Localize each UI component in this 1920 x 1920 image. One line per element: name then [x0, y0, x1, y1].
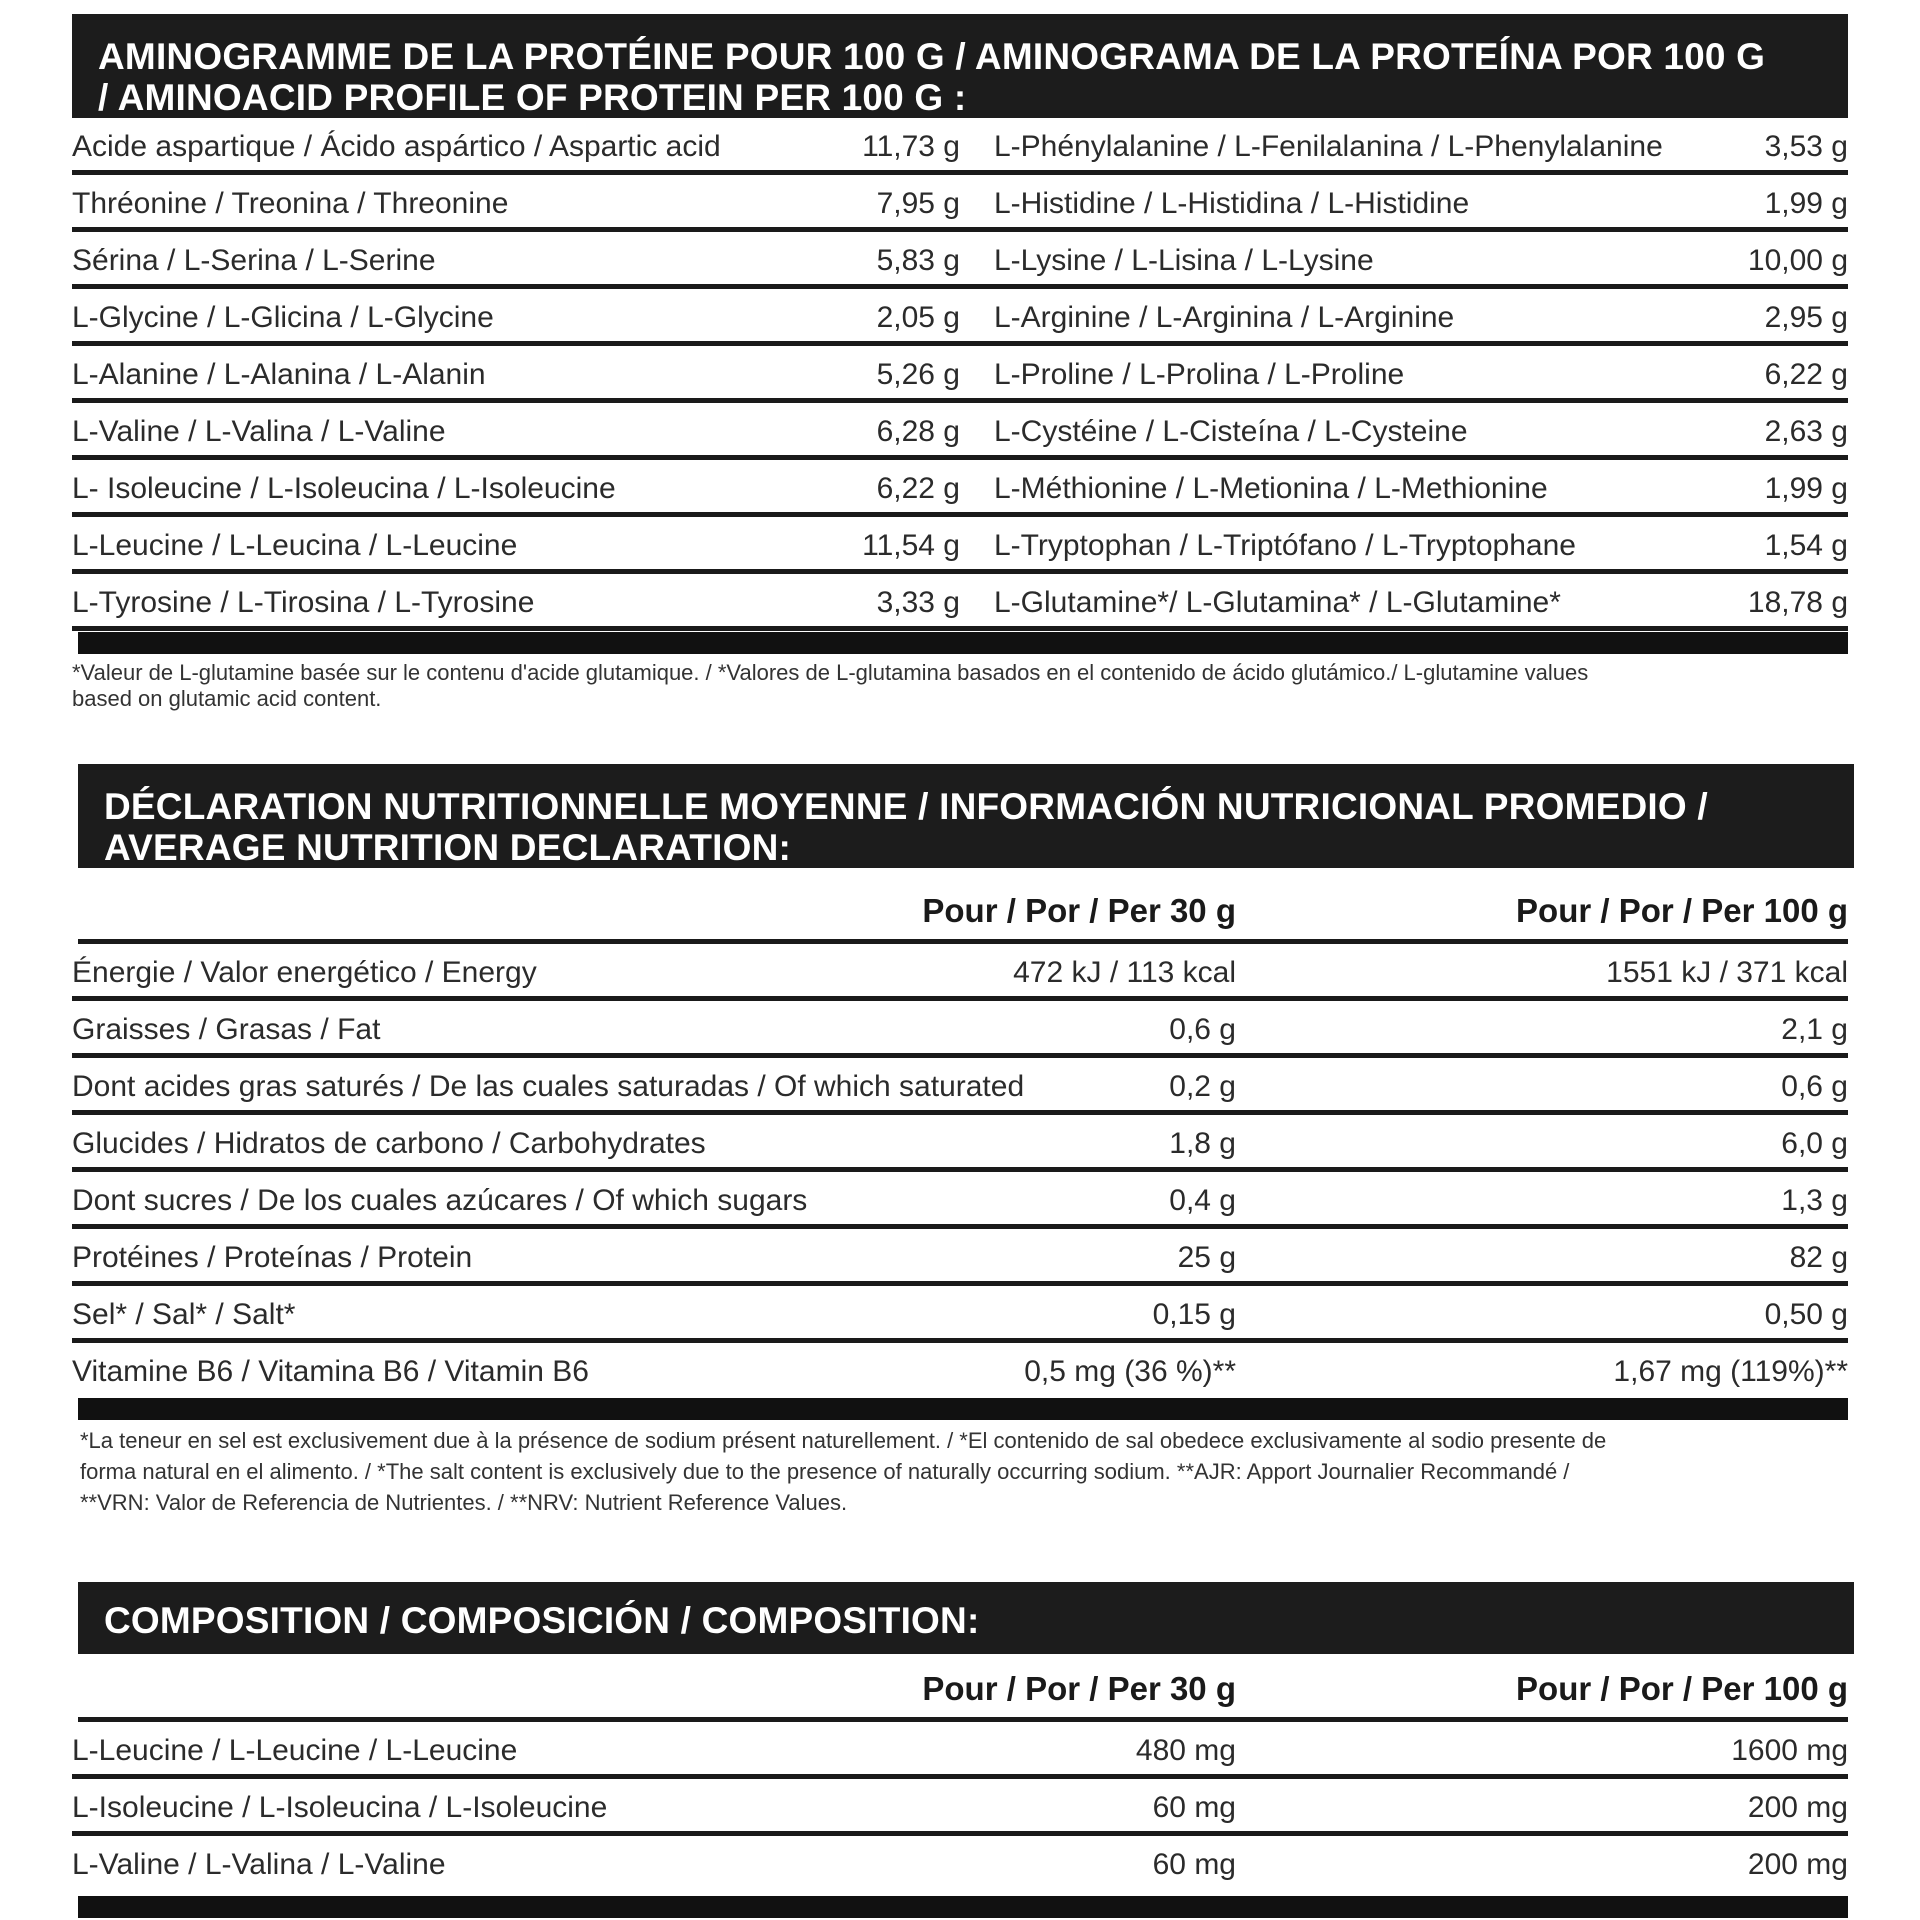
nutrition-value-100g: 0,6 g — [1781, 1070, 1848, 1103]
amino-left-name: L- Isoleucine / L-Isoleucina / L-Isoleucine — [72, 472, 616, 505]
nutrition-col-per-100g: Pour / Por / Per 100 g — [1516, 892, 1848, 929]
composition-row — [72, 1836, 1848, 1893]
nutrition-value-30g: 0,4 g — [1169, 1184, 1236, 1217]
amino-left-value: 2,05 g — [876, 301, 960, 334]
composition-ingredient-name: L-Isoleucine / L-Isoleucina / L-Isoleucine — [72, 1791, 608, 1824]
amino-right-value: 2,63 g — [1764, 415, 1848, 448]
nutrition-table-end-bar — [78, 1398, 1848, 1420]
nutrition-value-100g: 6,0 g — [1781, 1127, 1848, 1160]
amino-left-value: 6,22 g — [876, 472, 960, 505]
amino-right-name: L-Arginine / L-Arginina / L-Arginine — [994, 301, 1455, 334]
amino-title-line1: AMINOGRAMME DE LA PROTÉINE POUR 100 G / AMINOGRAMA DE LA PROTEÍNA POR 100 G — [98, 36, 1766, 77]
amino-right-name: L-Lysine / L-Lisina / L-Lysine — [994, 244, 1374, 277]
nutrition-nutrient-name: Dont sucres / De los cuales azúcares / Of which sugars — [72, 1184, 808, 1217]
amino-right-name: L-Méthionine / L-Metionina / L-Methionine — [994, 472, 1548, 505]
nutrition-value-100g: 0,50 g — [1764, 1298, 1848, 1331]
nutrition-value-30g: 0,15 g — [1152, 1298, 1236, 1331]
nutrition-value-30g: 472 kJ / 113 kcal — [1013, 956, 1236, 989]
amino-row — [72, 574, 1848, 631]
amino-right-value: 10,00 g — [1747, 244, 1848, 277]
amino-row — [72, 403, 1848, 460]
amino-title-line2: / AMINOACID PROFILE OF PROTEIN PER 100 G : — [98, 77, 967, 118]
amino-header-bar — [72, 14, 1848, 118]
amino-right-value: 1,99 g — [1764, 472, 1848, 505]
amino-right-value: 2,95 g — [1764, 301, 1848, 334]
nutrition-nutrient-name: Énergie / Valor energético / Energy — [72, 956, 537, 989]
nutrition-value-100g: 1551 kJ / 371 kcal — [1606, 956, 1848, 989]
composition-ingredient-name: L-Valine / L-Valina / L-Valine — [72, 1848, 446, 1881]
amino-right-name: L-Proline / L-Prolina / L-Proline — [994, 358, 1405, 391]
amino-left-name: L-Glycine / L-Glicina / L-Glycine — [72, 301, 494, 334]
amino-left-value: 5,26 g — [876, 358, 960, 391]
composition-col-per-30g: Pour / Por / Per 30 g — [922, 1670, 1236, 1707]
composition-row — [72, 1779, 1848, 1836]
amino-row — [72, 346, 1848, 403]
nutrition-row — [72, 1229, 1848, 1286]
amino-right-name: L-Phénylalanine / L-Fenilalanina / L-Phenylalanine — [994, 130, 1663, 163]
amino-row — [72, 289, 1848, 346]
nutrition-header-bar — [78, 764, 1854, 868]
composition-col-per-100g: Pour / Por / Per 100 g — [1516, 1670, 1848, 1707]
amino-row — [72, 232, 1848, 289]
nutrition-value-30g: 0,5 mg (36 %)** — [1024, 1355, 1236, 1388]
composition-table-end-bar — [78, 1896, 1848, 1918]
nutrition-value-100g: 82 g — [1789, 1241, 1848, 1274]
nutrition-nutrient-name: Graisses / Grasas / Fat — [72, 1013, 381, 1046]
amino-left-value: 11,54 g — [862, 529, 960, 562]
amino-right-value: 3,53 g — [1764, 130, 1848, 163]
composition-column-header-row — [78, 1656, 1848, 1722]
composition-value-100g: 1600 mg — [1731, 1734, 1848, 1767]
amino-right-value: 1,99 g — [1764, 187, 1848, 220]
amino-table-end-bar — [78, 632, 1848, 654]
nutrition-value-100g: 1,3 g — [1781, 1184, 1848, 1217]
nutrition-value-30g: 1,8 g — [1169, 1127, 1236, 1160]
composition-header-bar — [78, 1582, 1854, 1654]
nutrition-value-100g: 1,67 mg (119%)** — [1613, 1355, 1848, 1388]
nutrition-value-30g: 0,2 g — [1169, 1070, 1236, 1103]
composition-ingredient-name: L-Leucine / L-Leucine / L-Leucine — [72, 1734, 518, 1767]
nutrition-nutrient-name: Glucides / Hidratos de carbono / Carbohydrates — [72, 1127, 706, 1160]
nutrition-nutrient-name: Sel* / Sal* / Salt* — [72, 1298, 296, 1331]
amino-left-name: L-Leucine / L-Leucina / L-Leucine — [72, 529, 518, 562]
composition-row — [72, 1722, 1848, 1779]
amino-left-name: Sérina / L-Serina / L-Serine — [72, 244, 436, 277]
amino-left-value: 7,95 g — [876, 187, 960, 220]
amino-left-value: 3,33 g — [876, 586, 960, 619]
nutrition-column-header-row — [78, 878, 1848, 944]
amino-right-name: L-Cystéine / L-Cisteína / L-Cysteine — [994, 415, 1468, 448]
nutrition-nutrient-name: Vitamine B6 / Vitamina B6 / Vitamin B6 — [72, 1355, 589, 1388]
nutrition-footnote-line2: forma natural en el alimento. / *The salt content is exclusively due to the presence of naturally occurring sodium. **AJR: Apport Journalier Recommandé / — [80, 1459, 1570, 1484]
nutrition-row — [72, 1001, 1848, 1058]
nutrition-row — [72, 944, 1848, 1001]
composition-title: COMPOSITION / COMPOSICIÓN / COMPOSITION: — [104, 1600, 980, 1641]
amino-footnote-line1: *Valeur de L-glutamine basée sur le contenu d'acide glutamique. / *Valores de L-glutamina basados en el contenido de ácido glutámico./ L-glutamine values — [72, 660, 1589, 685]
nutrition-footnote-line1: *La teneur en sel est exclusivement due à la présence de sodium présent naturellement. / *El contenido de sal obedece exclusivamente al sodio presente de — [80, 1428, 1607, 1453]
amino-left-value: 6,28 g — [876, 415, 960, 448]
amino-left-value: 5,83 g — [876, 244, 960, 277]
nutrition-value-100g: 2,1 g — [1781, 1013, 1848, 1046]
nutrition-row — [72, 1058, 1848, 1115]
amino-right-name: L-Glutamine*/ L-Glutamina* / L-Glutamine* — [994, 586, 1561, 619]
amino-row — [72, 175, 1848, 232]
nutrition-row — [72, 1172, 1848, 1229]
nutrition-value-30g: 0,6 g — [1169, 1013, 1236, 1046]
amino-right-name: L-Histidine / L-Histidina / L-Histidine — [994, 187, 1470, 220]
amino-right-value: 1,54 g — [1764, 529, 1848, 562]
amino-left-value: 11,73 g — [862, 130, 960, 163]
nutrition-row — [72, 1286, 1848, 1343]
nutrition-nutrient-name: Protéines / Proteínas / Protein — [72, 1241, 473, 1274]
composition-value-30g: 60 mg — [1152, 1791, 1236, 1824]
amino-left-name: Thréonine / Treonina / Threonine — [72, 187, 509, 220]
amino-footnote-line2: based on glutamic acid content. — [72, 686, 382, 711]
nutrition-title-line1: DÉCLARATION NUTRITIONNELLE MOYENNE / INFORMACIÓN NUTRICIONAL PROMEDIO / — [104, 786, 1708, 827]
amino-left-name: L-Valine / L-Valina / L-Valine — [72, 415, 446, 448]
amino-row — [72, 517, 1848, 574]
nutrition-value-30g: 25 g — [1177, 1241, 1236, 1274]
amino-left-name: L-Alanine / L-Alanina / L-Alanin — [72, 358, 486, 391]
amino-right-value: 6,22 g — [1764, 358, 1848, 391]
composition-value-100g: 200 mg — [1747, 1848, 1848, 1881]
nutrition-nutrient-name: Dont acides gras saturés / De las cuales saturadas / Of which saturated — [72, 1070, 1025, 1103]
amino-right-value: 18,78 g — [1747, 586, 1848, 619]
nutrition-title-line2: AVERAGE NUTRITION DECLARATION: — [104, 827, 792, 868]
amino-row — [72, 460, 1848, 517]
composition-value-30g: 480 mg — [1135, 1734, 1236, 1767]
amino-left-name: L-Tyrosine / L-Tirosina / L-Tyrosine — [72, 586, 535, 619]
amino-row — [72, 118, 1848, 175]
amino-right-name: L-Tryptophan / L-Triptófano / L-Tryptophane — [994, 529, 1576, 562]
nutrition-row — [72, 1343, 1848, 1400]
composition-value-30g: 60 mg — [1152, 1848, 1236, 1881]
nutrition-col-per-30g: Pour / Por / Per 30 g — [922, 892, 1236, 929]
amino-left-name: Acide aspartique / Ácido aspártico / Aspartic acid — [72, 130, 721, 163]
nutrition-row — [72, 1115, 1848, 1172]
nutrition-footnote-line3: **VRN: Valor de Referencia de Nutrientes. / **NRV: Nutrient Reference Values. — [80, 1490, 848, 1515]
composition-value-100g: 200 mg — [1747, 1791, 1848, 1824]
